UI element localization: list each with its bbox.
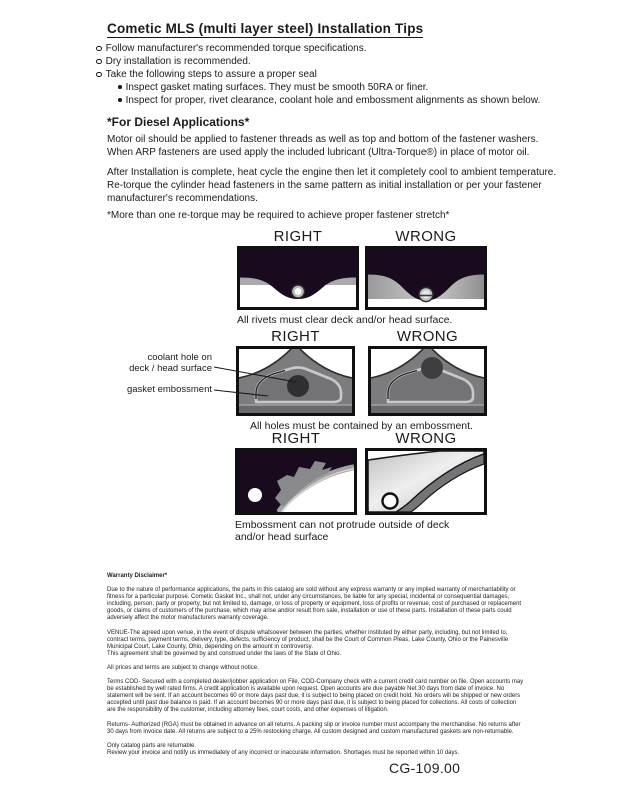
diagram-panels (235, 448, 487, 515)
diagram-embossment-protrusion (235, 430, 487, 543)
tip-text: Inspect gasket mating surfaces. They must be smooth 50RA or finer. (125, 82, 429, 93)
tip-text: Dry installation is recommended. (105, 56, 251, 67)
catalog-page-code: CG-109.00 (389, 760, 461, 776)
warranty-paragraph: VENUE-The agreed upon venue, in the event of dispute whatsoever between the parties, whether instituted by either party, including, but not limited to, contract terms, payment terms, delivery, type, defects, sufficiency of product, shall be the Court of Common Pleas, Lake County, Ohio or the Painesville Municipal Court, Lake County, Ohio, depending on the amount in controversy. (107, 629, 509, 650)
rivet-wrong-panel (365, 246, 487, 310)
installation-tips-list (96, 42, 601, 107)
hole-outside-illustration (371, 349, 484, 413)
diagram-labels (237, 228, 487, 245)
list-item (96, 55, 601, 68)
right-label: RIGHT (273, 228, 323, 245)
right-label: RIGHT (271, 328, 320, 345)
coolant-wrong-panel (368, 346, 487, 416)
diagram-rivet-clearance (237, 228, 487, 326)
diagram-panels (237, 246, 487, 310)
warranty-paragraph: Terms COD- Secured with a completed dealer/jobber application on File, COD-Company check with a current credit card number on file. Open accounts may be established by well rated firms. A credit application is available upon request. Open accounts are due payable Net 30 days from date of invoice. No statement will be sent. If an account becomes 60 or more days past due, it is subject to being placed on credit hold. No orders will be shipped or new orders accepted until past due balance is paid. If an account becomes 90 or more days past due, it is subject to being placed for collections. All costs of collection are the responsibility of the customer, including attorney fees, court costs, and other expenses of litigation. (107, 679, 524, 714)
warranty-disclaimer (107, 573, 525, 757)
coolant-hole-callout: coolant hole on deck / head surface (129, 352, 212, 374)
warranty-paragraph: All prices and terms are subject to change without notice. (107, 664, 259, 671)
tip-text: Inspect for proper, rivet clearance, coolant hole and embossment alignments as shown below. (125, 95, 541, 106)
page-title: Cometic MLS (multi layer steel) Installation Tips (107, 21, 424, 36)
diesel-paragraph: After Installation is complete, heat cycle the engine then let it completely cool to ambient temperature. Re-torque the cylinder head fasteners in the same pattern as initial installation or per your fastener manufacturer's recommendations. (107, 167, 557, 204)
warranty-paragraph: Review your invoice and notify us immediately of any incorrect or inaccurate information. Shortages must be reported within 10 days. (107, 749, 460, 756)
warranty-paragraph: This agreement shall be governed by and construed under the laws of the State of Ohio. (107, 650, 342, 657)
dot-bullet-icon (118, 85, 122, 89)
warranty-paragraph: Only catalog parts are returnable. (107, 742, 197, 749)
circle-bullet-icon (96, 46, 102, 52)
list-item (118, 81, 601, 94)
diagram-caption: Embossment can not protrude outside of deck and/or head surface (235, 519, 450, 543)
diagram-caption: All rivets must clear deck and/or head surface. (237, 314, 453, 326)
callout-leader-lines (90, 340, 370, 420)
warranty-heading: Warranty Disclaimer* (107, 573, 168, 579)
list-item (118, 94, 601, 107)
coolant-hole-icon (421, 357, 443, 379)
list-item (96, 42, 601, 55)
embossment-protruding-illustration (368, 451, 484, 512)
wrong-label: WRONG (396, 328, 459, 345)
list-item (96, 68, 601, 81)
tip-text: Follow manufacturer's recommended torque specifications. (105, 43, 367, 54)
diesel-paragraph: Motor oil should be applied to fastener threads as well as top and bottom of the fastener washers. When ARP fasteners are used apply the included lubricant (Ultra-Torque®) in place of motor oil. (107, 134, 539, 158)
diesel-section-heading: *For Diesel Applications* (107, 115, 250, 129)
right-label: RIGHT (271, 430, 321, 447)
warranty-paragraph: Returns- Authorized (RGA) must be obtained in advance on all returns. A packing slip or invoice number must accompany the merchandise. No returns after 30 days from invoice date. All returns are subject to a 25% restocking charge. All custom designed and custom manufactured gaskets are non-returnable. (107, 721, 521, 735)
circle-bullet-icon (96, 72, 102, 78)
rivet-touching-illustration (368, 249, 484, 307)
retorque-note: *More than one re-torque may be required to achieve proper fastener stretch* (107, 210, 450, 221)
bolt-hole-icon (383, 494, 398, 509)
wrong-label: WRONG (395, 430, 457, 447)
bolt-hole-icon (248, 488, 262, 502)
rivet-clear-illustration (240, 249, 356, 307)
embossment-right-panel (235, 448, 357, 515)
embossment-inside-illustration (238, 451, 354, 512)
tip-text: Take the following steps to assure a proper seal (105, 69, 317, 80)
diagram-caption: All holes must be contained by an embossment. (250, 420, 473, 432)
wrong-label: WRONG (395, 228, 457, 245)
warranty-paragraph: Due to the nature of performance applications, the parts in this catalog are sold without any express warranty or any implied warranty of merchantability or fitness for a particular purpose. Cometic Gasket Inc., shall not, under any circumstances, be liable for any special, incidental or consequential damages, including, person, party or property, but not limited to, damage, or loss of property or equipment, loss of profits or revenue, cost of purchased or replacement goods, or claims of customers of the purchase, which may arise and/or result from sale, installation or use of these parts. Installation of these parts could adversely affect the motor manufacturers warranty coverage. (107, 587, 522, 622)
rivet-right-panel (237, 246, 359, 310)
diagram-labels (235, 430, 487, 447)
sub-list (118, 81, 601, 107)
circle-bullet-icon (96, 59, 102, 65)
dot-bullet-icon (118, 98, 122, 102)
embossment-wrong-panel (365, 448, 487, 515)
gasket-embossment-callout: gasket embossment (126, 384, 212, 395)
